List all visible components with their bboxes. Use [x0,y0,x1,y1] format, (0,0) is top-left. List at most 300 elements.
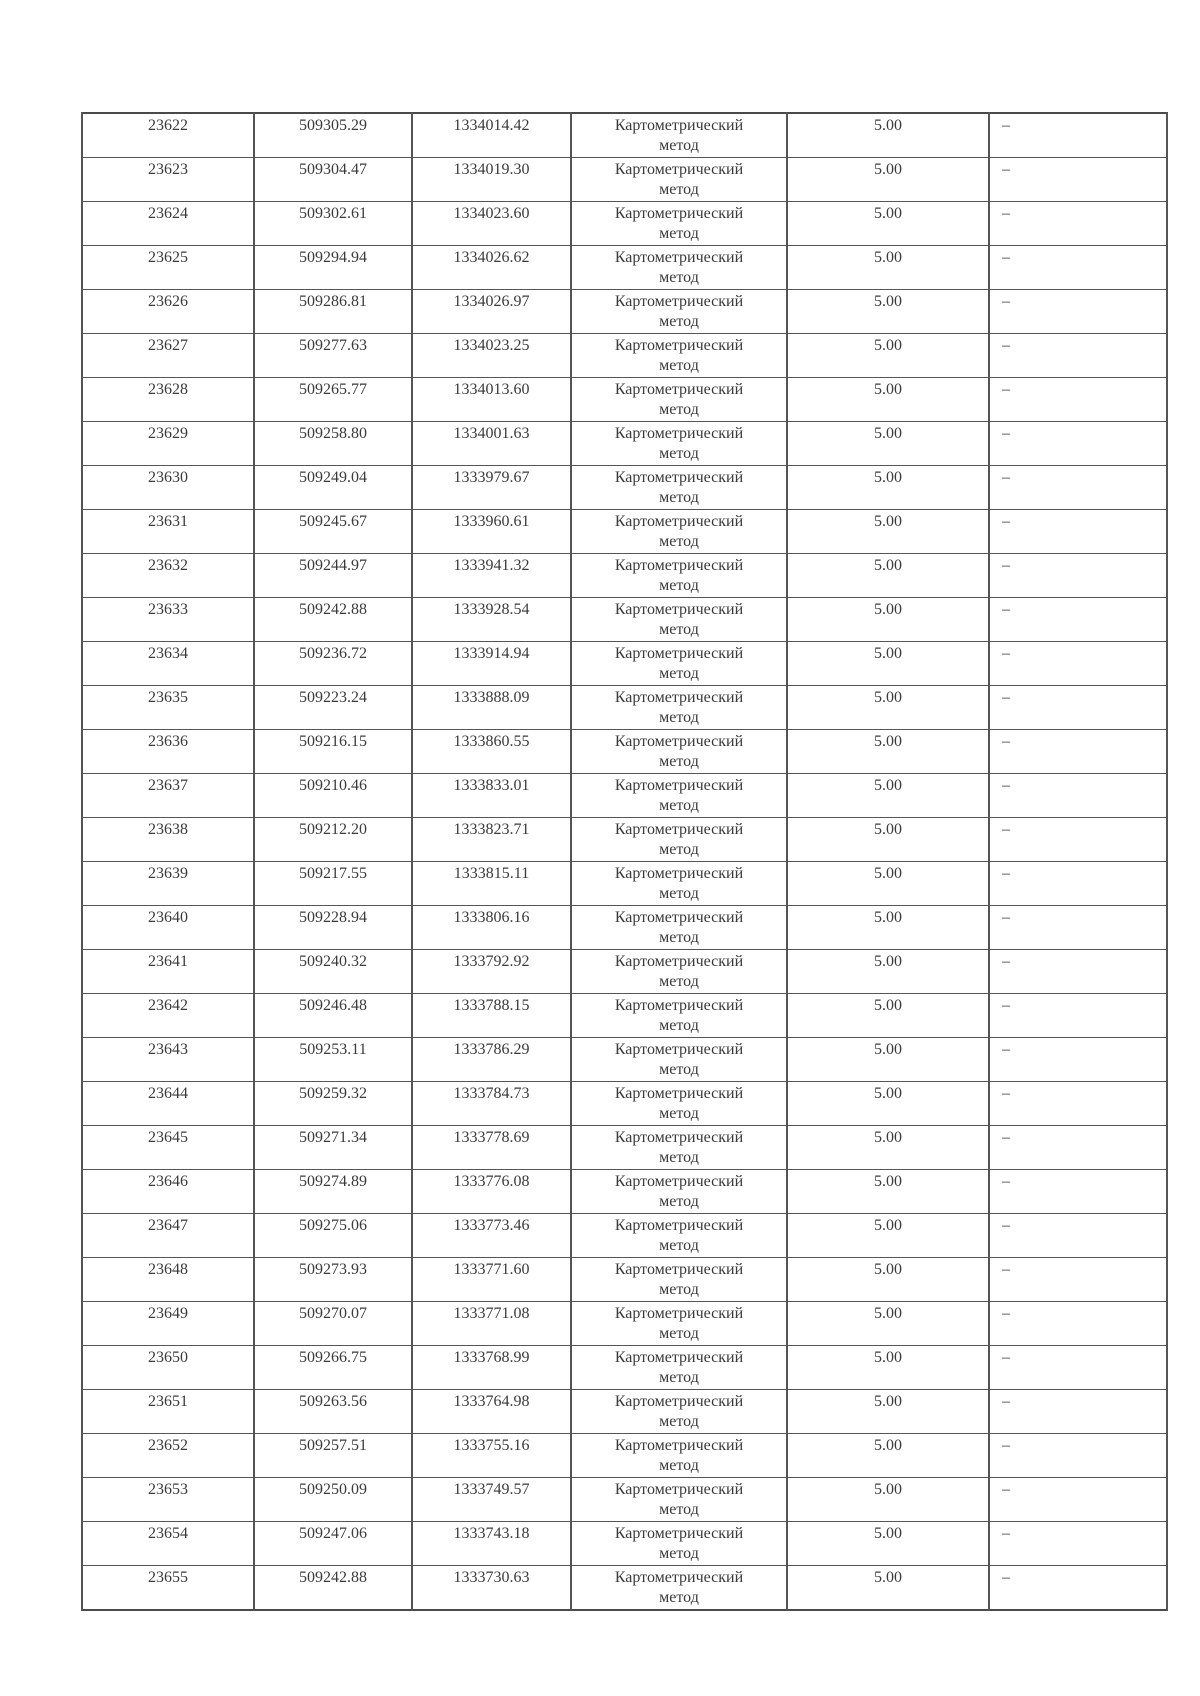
table-row [82,554,1167,598]
note-cell: – [989,1258,1167,1302]
table-row [82,818,1167,862]
x-coordinate-cell: 509273.93 [254,1258,412,1302]
method-line-1: Картометрический [614,821,744,838]
accuracy-cell: 5.00 [787,1214,989,1258]
x-coordinate-cell: 509223.24 [254,686,412,730]
method-cell [571,774,787,818]
method-line-2: метод [659,973,699,990]
table-row [82,466,1167,510]
note-cell: – [989,202,1167,246]
method-line-1: Картометрический [614,1525,744,1542]
accuracy-cell: 5.00 [787,246,989,290]
method-line-1: Картометрический [614,1437,744,1454]
method-line-2: метод [659,1545,699,1562]
y-coordinate-cell: 1333771.60 [412,1258,571,1302]
x-coordinate-cell: 509263.56 [254,1390,412,1434]
y-coordinate-cell: 1333960.61 [412,510,571,554]
x-coordinate-cell: 509304.47 [254,158,412,202]
method-line-2: метод [659,885,699,902]
accuracy-cell: 5.00 [787,950,989,994]
method-cell [571,686,787,730]
note-cell: – [989,1522,1167,1566]
table-row [82,730,1167,774]
method-line-2: метод [659,489,699,506]
table-row [82,686,1167,730]
method-cell [571,994,787,1038]
method-line-1: Картометрический [614,645,744,662]
y-coordinate-cell: 1333979.67 [412,466,571,510]
x-coordinate-cell: 509216.15 [254,730,412,774]
note-cell: – [989,1302,1167,1346]
method-cell [571,246,787,290]
x-coordinate-cell: 509274.89 [254,1170,412,1214]
x-coordinate-cell: 509277.63 [254,334,412,378]
table-row [82,1390,1167,1434]
method-cell [571,906,787,950]
table-row [82,422,1167,466]
accuracy-cell: 5.00 [787,334,989,378]
point-number-cell: 23623 [82,158,254,202]
method-cell [571,1038,787,1082]
method-cell [571,1566,787,1611]
x-coordinate-cell: 509210.46 [254,774,412,818]
table-row [82,906,1167,950]
method-line-1: Картометрический [614,1261,744,1278]
method-cell [571,598,787,642]
note-cell: – [989,1170,1167,1214]
method-line-2: метод [659,1325,699,1342]
method-line-1: Картометрический [614,425,744,442]
note-cell: – [989,1126,1167,1170]
x-coordinate-cell: 509266.75 [254,1346,412,1390]
method-line-2: метод [659,401,699,418]
note-cell: – [989,466,1167,510]
table-row [82,1434,1167,1478]
table-row [82,1258,1167,1302]
x-coordinate-cell: 509242.88 [254,598,412,642]
accuracy-cell: 5.00 [787,113,989,158]
method-line-1: Картометрический [614,1393,744,1410]
method-cell [571,334,787,378]
accuracy-cell: 5.00 [787,290,989,334]
method-line-1: Картометрический [614,469,744,486]
accuracy-cell: 5.00 [787,1390,989,1434]
method-line-2: метод [659,1589,699,1606]
method-line-1: Картометрический [614,249,744,266]
method-line-1: Картометрический [614,161,744,178]
x-coordinate-cell: 509247.06 [254,1522,412,1566]
method-cell [571,1346,787,1390]
table-row [82,1038,1167,1082]
y-coordinate-cell: 1333788.15 [412,994,571,1038]
table-row [82,598,1167,642]
table-row [82,510,1167,554]
point-number-cell: 23639 [82,862,254,906]
table-row [82,774,1167,818]
table-row [82,1082,1167,1126]
x-coordinate-cell: 509270.07 [254,1302,412,1346]
x-coordinate-cell: 509257.51 [254,1434,412,1478]
point-number-cell: 23625 [82,246,254,290]
table-row [82,1302,1167,1346]
table-row [82,1346,1167,1390]
y-coordinate-cell: 1334026.62 [412,246,571,290]
method-line-1: Картометрический [614,909,744,926]
point-number-cell: 23649 [82,1302,254,1346]
accuracy-cell: 5.00 [787,1170,989,1214]
y-coordinate-cell: 1333784.73 [412,1082,571,1126]
point-number-cell: 23651 [82,1390,254,1434]
note-cell: – [989,1478,1167,1522]
x-coordinate-cell: 509245.67 [254,510,412,554]
y-coordinate-cell: 1333928.54 [412,598,571,642]
accuracy-cell: 5.00 [787,1346,989,1390]
method-line-1: Картометрический [614,337,744,354]
note-cell: – [989,246,1167,290]
table-row [82,1214,1167,1258]
method-cell [571,202,787,246]
note-cell: – [989,774,1167,818]
y-coordinate-cell: 1334026.97 [412,290,571,334]
method-cell [571,1302,787,1346]
table-row [82,113,1167,158]
accuracy-cell: 5.00 [787,1478,989,1522]
note-cell: – [989,422,1167,466]
method-line-1: Картометрический [614,1217,744,1234]
x-coordinate-cell: 509244.97 [254,554,412,598]
table-row [82,334,1167,378]
method-line-1: Картометрический [614,997,744,1014]
method-cell [571,862,787,906]
table-row [82,290,1167,334]
y-coordinate-cell: 1333776.08 [412,1170,571,1214]
point-number-cell: 23631 [82,510,254,554]
y-coordinate-cell: 1333786.29 [412,1038,571,1082]
point-number-cell: 23627 [82,334,254,378]
accuracy-cell: 5.00 [787,158,989,202]
table-row [82,950,1167,994]
y-coordinate-cell: 1333749.57 [412,1478,571,1522]
table-row [82,158,1167,202]
x-coordinate-cell: 509236.72 [254,642,412,686]
y-coordinate-cell: 1333914.94 [412,642,571,686]
point-number-cell: 23652 [82,1434,254,1478]
point-number-cell: 23626 [82,290,254,334]
method-line-1: Картометрический [614,1085,744,1102]
note-cell: – [989,334,1167,378]
point-number-cell: 23645 [82,1126,254,1170]
method-cell [571,510,787,554]
method-cell [571,1126,787,1170]
table-row [82,202,1167,246]
method-cell [571,158,787,202]
point-number-cell: 23648 [82,1258,254,1302]
accuracy-cell: 5.00 [787,378,989,422]
x-coordinate-cell: 509212.20 [254,818,412,862]
point-number-cell: 23629 [82,422,254,466]
method-cell [571,950,787,994]
table-row [82,1478,1167,1522]
x-coordinate-cell: 509305.29 [254,113,412,158]
point-number-cell: 23650 [82,1346,254,1390]
y-coordinate-cell: 1334001.63 [412,422,571,466]
method-line-1: Картометрический [614,1173,744,1190]
accuracy-cell: 5.00 [787,1038,989,1082]
method-line-1: Картометрический [614,1129,744,1146]
note-cell: – [989,1038,1167,1082]
point-number-cell: 23655 [82,1566,254,1611]
method-line-1: Картометрический [614,953,744,970]
method-cell [571,113,787,158]
method-line-1: Картометрический [614,1305,744,1322]
y-coordinate-cell: 1333823.71 [412,818,571,862]
accuracy-cell: 5.00 [787,1434,989,1478]
method-line-1: Картометрический [614,865,744,882]
note-cell: – [989,994,1167,1038]
point-number-cell: 23653 [82,1478,254,1522]
method-line-1: Картометрический [614,601,744,618]
y-coordinate-cell: 1333806.16 [412,906,571,950]
method-cell [571,422,787,466]
document-page [81,112,1166,1611]
note-cell: – [989,378,1167,422]
method-cell [571,1170,787,1214]
y-coordinate-cell: 1333778.69 [412,1126,571,1170]
method-line-2: метод [659,533,699,550]
method-cell [571,1258,787,1302]
accuracy-cell: 5.00 [787,906,989,950]
method-line-2: метод [659,1193,699,1210]
method-line-1: Картометрический [614,1569,744,1586]
point-number-cell: 23633 [82,598,254,642]
accuracy-cell: 5.00 [787,1258,989,1302]
method-line-2: метод [659,181,699,198]
y-coordinate-cell: 1333860.55 [412,730,571,774]
method-line-1: Картометрический [614,293,744,310]
note-cell: – [989,906,1167,950]
x-coordinate-cell: 509286.81 [254,290,412,334]
method-line-2: метод [659,1237,699,1254]
point-number-cell: 23654 [82,1522,254,1566]
method-line-1: Картометрический [614,381,744,398]
point-number-cell: 23636 [82,730,254,774]
note-cell: – [989,113,1167,158]
y-coordinate-cell: 1334014.42 [412,113,571,158]
x-coordinate-cell: 509246.48 [254,994,412,1038]
table-row [82,378,1167,422]
point-number-cell: 23643 [82,1038,254,1082]
note-cell: – [989,642,1167,686]
method-line-2: метод [659,841,699,858]
coordinates-table [81,112,1168,1611]
x-coordinate-cell: 509240.32 [254,950,412,994]
accuracy-cell: 5.00 [787,598,989,642]
method-line-2: метод [659,357,699,374]
note-cell: – [989,598,1167,642]
note-cell: – [989,686,1167,730]
method-line-2: метод [659,1149,699,1166]
note-cell: – [989,1346,1167,1390]
point-number-cell: 23634 [82,642,254,686]
method-cell [571,1214,787,1258]
accuracy-cell: 5.00 [787,1082,989,1126]
method-line-2: метод [659,709,699,726]
point-number-cell: 23642 [82,994,254,1038]
y-coordinate-cell: 1333792.92 [412,950,571,994]
method-line-2: метод [659,577,699,594]
point-number-cell: 23635 [82,686,254,730]
coordinates-table-body [82,113,1167,1610]
note-cell: – [989,158,1167,202]
x-coordinate-cell: 509265.77 [254,378,412,422]
method-line-2: метод [659,665,699,682]
method-line-2: метод [659,225,699,242]
method-line-2: метод [659,1061,699,1078]
method-cell [571,1434,787,1478]
method-line-2: метод [659,1501,699,1518]
note-cell: – [989,1390,1167,1434]
y-coordinate-cell: 1334023.60 [412,202,571,246]
method-cell [571,378,787,422]
point-number-cell: 23624 [82,202,254,246]
method-line-2: метод [659,313,699,330]
x-coordinate-cell: 509259.32 [254,1082,412,1126]
method-line-1: Картометрический [614,689,744,706]
accuracy-cell: 5.00 [787,422,989,466]
accuracy-cell: 5.00 [787,466,989,510]
accuracy-cell: 5.00 [787,818,989,862]
method-line-2: метод [659,445,699,462]
note-cell: – [989,862,1167,906]
note-cell: – [989,1082,1167,1126]
method-line-2: метод [659,1105,699,1122]
y-coordinate-cell: 1333755.16 [412,1434,571,1478]
accuracy-cell: 5.00 [787,1126,989,1170]
y-coordinate-cell: 1333768.99 [412,1346,571,1390]
note-cell: – [989,818,1167,862]
accuracy-cell: 5.00 [787,1302,989,1346]
x-coordinate-cell: 509228.94 [254,906,412,950]
x-coordinate-cell: 509271.34 [254,1126,412,1170]
point-number-cell: 23646 [82,1170,254,1214]
method-line-2: метод [659,137,699,154]
y-coordinate-cell: 1333833.01 [412,774,571,818]
method-cell [571,1478,787,1522]
note-cell: – [989,1214,1167,1258]
y-coordinate-cell: 1333764.98 [412,1390,571,1434]
method-line-1: Картометрический [614,557,744,574]
y-coordinate-cell: 1334019.30 [412,158,571,202]
method-cell [571,1390,787,1434]
method-cell [571,818,787,862]
point-number-cell: 23638 [82,818,254,862]
method-cell [571,1522,787,1566]
x-coordinate-cell: 509302.61 [254,202,412,246]
method-line-1: Картометрический [614,1041,744,1058]
method-line-1: Картометрический [614,733,744,750]
x-coordinate-cell: 509258.80 [254,422,412,466]
y-coordinate-cell: 1333771.08 [412,1302,571,1346]
note-cell: – [989,950,1167,994]
table-row [82,994,1167,1038]
table-row [82,642,1167,686]
method-line-2: метод [659,1413,699,1430]
point-number-cell: 23647 [82,1214,254,1258]
y-coordinate-cell: 1333941.32 [412,554,571,598]
x-coordinate-cell: 509275.06 [254,1214,412,1258]
point-number-cell: 23644 [82,1082,254,1126]
y-coordinate-cell: 1333815.11 [412,862,571,906]
method-cell [571,730,787,774]
table-row [82,1522,1167,1566]
x-coordinate-cell: 509253.11 [254,1038,412,1082]
table-row [82,1170,1167,1214]
y-coordinate-cell: 1334013.60 [412,378,571,422]
accuracy-cell: 5.00 [787,510,989,554]
method-line-1: Картометрический [614,117,744,134]
method-line-1: Картометрический [614,1481,744,1498]
note-cell: – [989,290,1167,334]
table-row [82,862,1167,906]
method-line-2: метод [659,753,699,770]
table-row [82,246,1167,290]
note-cell: – [989,510,1167,554]
method-line-2: метод [659,929,699,946]
point-number-cell: 23622 [82,113,254,158]
accuracy-cell: 5.00 [787,554,989,598]
table-row [82,1126,1167,1170]
method-line-2: метод [659,1457,699,1474]
x-coordinate-cell: 509217.55 [254,862,412,906]
accuracy-cell: 5.00 [787,686,989,730]
accuracy-cell: 5.00 [787,1566,989,1611]
accuracy-cell: 5.00 [787,1522,989,1566]
y-coordinate-cell: 1333743.18 [412,1522,571,1566]
accuracy-cell: 5.00 [787,642,989,686]
method-line-2: метод [659,1369,699,1386]
method-line-1: Картометрический [614,777,744,794]
note-cell: – [989,1434,1167,1478]
accuracy-cell: 5.00 [787,730,989,774]
method-line-1: Картометрический [614,1349,744,1366]
x-coordinate-cell: 509250.09 [254,1478,412,1522]
accuracy-cell: 5.00 [787,202,989,246]
method-line-2: метод [659,621,699,638]
note-cell: – [989,730,1167,774]
method-line-1: Картометрический [614,205,744,222]
y-coordinate-cell: 1333730.63 [412,1566,571,1611]
method-cell [571,554,787,598]
method-line-2: метод [659,269,699,286]
accuracy-cell: 5.00 [787,994,989,1038]
accuracy-cell: 5.00 [787,862,989,906]
table-row [82,1566,1167,1611]
method-line-2: метод [659,797,699,814]
y-coordinate-cell: 1333773.46 [412,1214,571,1258]
accuracy-cell: 5.00 [787,774,989,818]
note-cell: – [989,554,1167,598]
note-cell: – [989,1566,1167,1611]
method-line-1: Картометрический [614,513,744,530]
point-number-cell: 23641 [82,950,254,994]
method-line-2: метод [659,1281,699,1298]
x-coordinate-cell: 509242.88 [254,1566,412,1611]
y-coordinate-cell: 1333888.09 [412,686,571,730]
point-number-cell: 23640 [82,906,254,950]
method-cell [571,1082,787,1126]
method-cell [571,642,787,686]
point-number-cell: 23630 [82,466,254,510]
